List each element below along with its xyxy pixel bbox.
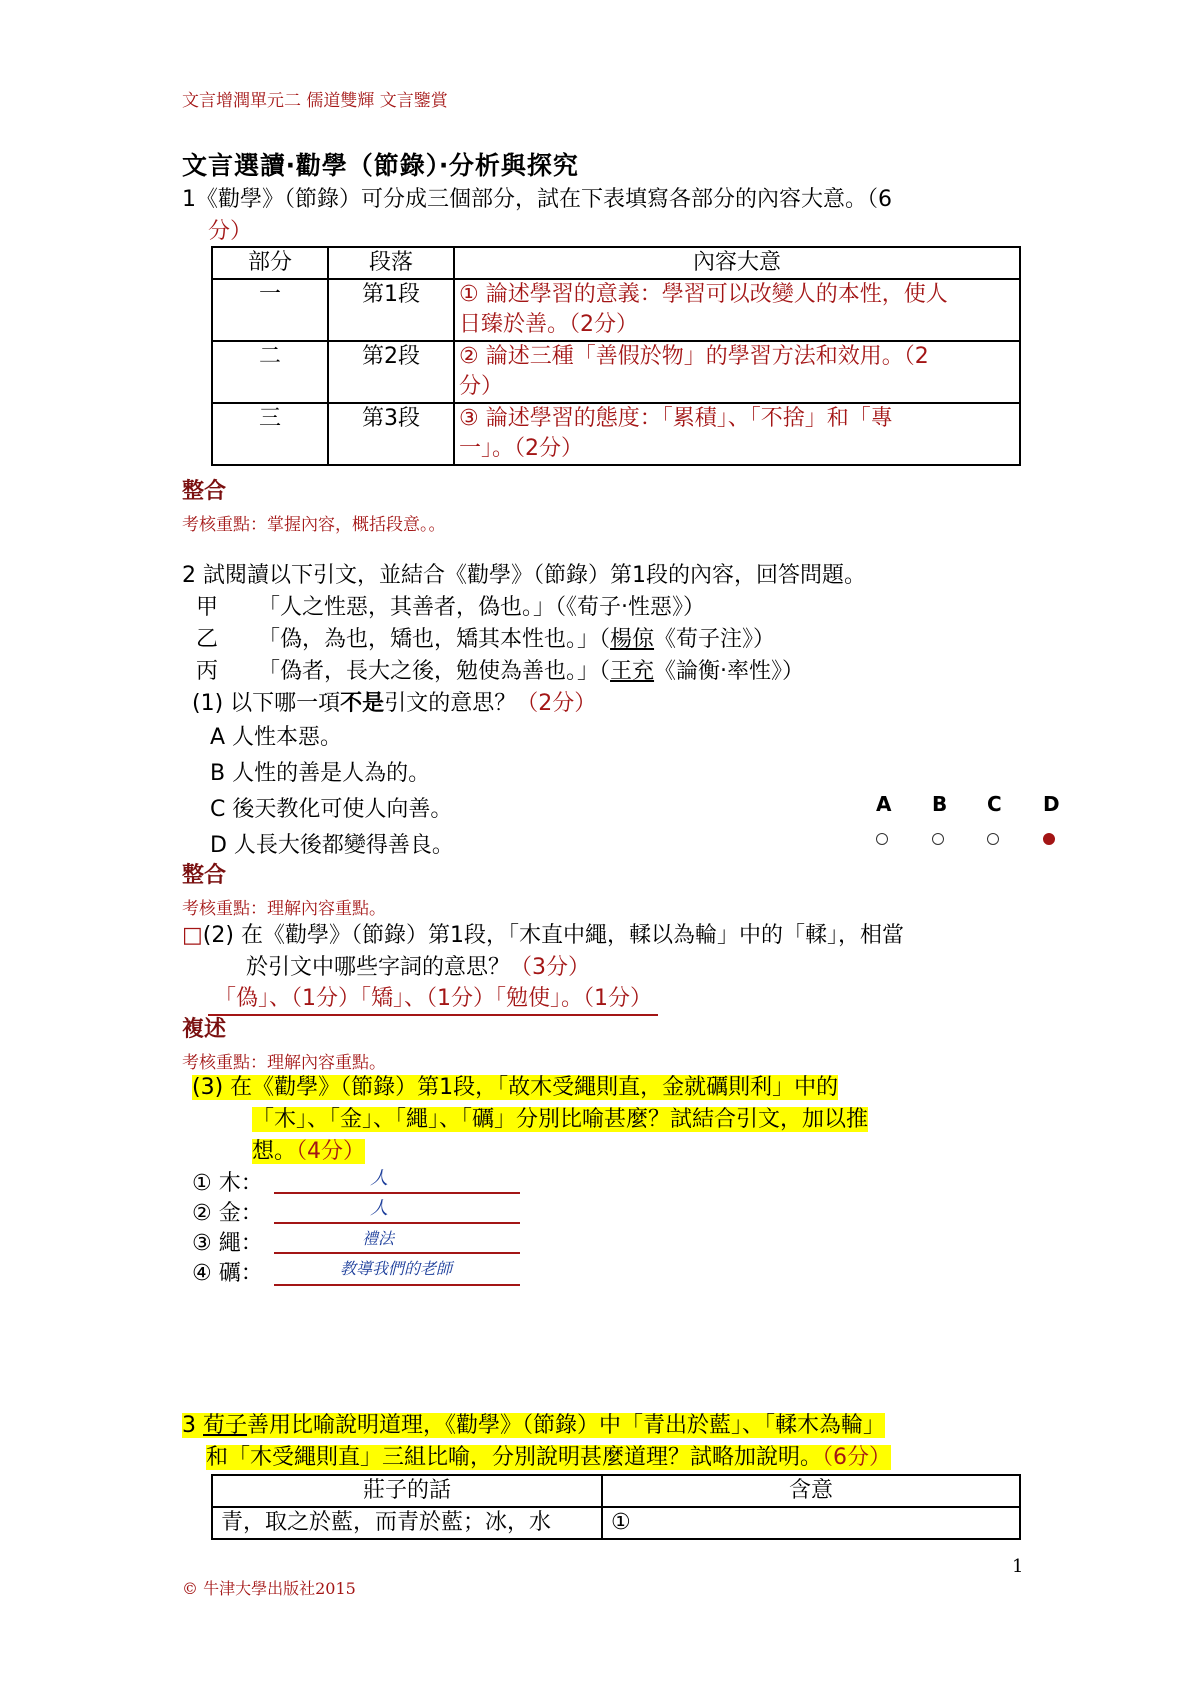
table-row: 青，取之於藍，而青於藍；冰，水 ① (212, 1507, 1020, 1539)
q2-option-b: B 人性的善是人為的。 (210, 761, 431, 786)
choice-radio-a[interactable] (876, 833, 888, 845)
table-row: 一 第1段 ① 論述學習的意義：學習可以改變人的本性，使人 日臻於善。（2分） (212, 279, 1020, 341)
q2-sub1-question: (1) 以下哪一項不是引文的意思？（2分） (192, 691, 597, 716)
q2-quote-jia: 甲 「人之性惡，其善者，偽也。」（《荀子‧性惡》） (196, 595, 706, 620)
q2-sub3-question-line1: (3) 在《勸學》（節錄）第1段，「故木受繩則直，金就礪則利」中的 (192, 1075, 839, 1100)
q2-sub1-focus: 考核重點：理解內容重點。 (182, 899, 386, 919)
q3-question-line2: 和「木受繩則直」三組比喻，分別說明甚麼道理？試略加說明。（6分） (206, 1445, 892, 1470)
checkbox-icon[interactable]: □ (182, 923, 203, 948)
choice-label-a: A (876, 792, 892, 816)
q2-option-c: C 後天教化可使人向善。 (210, 797, 453, 822)
q2-sub3-item-metal: ② 金： (192, 1201, 263, 1226)
handwritten-answer: 教導我們的老師 (340, 1259, 453, 1278)
q1-skill-tag: 整合 (182, 479, 227, 504)
q1-table (211, 246, 1021, 466)
answer-line[interactable] (274, 1250, 520, 1254)
q2-option-d: D 人長大後都變得善良。 (210, 833, 454, 858)
q2-sub2-question-line2: 於引文中哪些字詞的意思？（3分） (246, 955, 591, 980)
q1-question-line1: 1《勸學》（節錄）可分成三個部分，試在下表填寫各部分的內容大意。（6 (182, 187, 892, 212)
answer-line[interactable] (274, 1282, 520, 1286)
q2-option-a: A 人性本惡。 (210, 725, 343, 750)
handwritten-answer: 人 (370, 1198, 388, 1219)
page-title: 文言選讀‧勸學（節錄）‧分析與探究 (182, 151, 579, 180)
q3-table (211, 1474, 1021, 1540)
q2-sub2-skill-tag: 複述 (182, 1017, 227, 1042)
table-row: 三 第3段 ③ 論述學習的態度：「累積」、「不捨」和「專 一」。（2分） (212, 403, 1020, 465)
q1-question-line2: 分） (208, 219, 253, 244)
q1-focus: 考核重點：掌握內容，概括段意。。 (182, 515, 446, 535)
q2-sub3-question-line2: 「木」、「金」、「繩」、「礪」分別比喻甚麼？試結合引文，加以推 (252, 1107, 869, 1132)
choice-label-b: B (932, 792, 948, 816)
copyright-footer: © 牛津大學出版社2015 (182, 1579, 356, 1598)
q2-sub3-item-whetstone: ④ 礪： (192, 1261, 263, 1286)
q1-header-para: 段落 (328, 247, 454, 279)
choice-radio-c[interactable] (987, 833, 999, 845)
q2-sub3-question-line3: 想。（4分） (252, 1139, 366, 1164)
q2-sub2-answer: 「偽」、（1分）「矯」、（1分）「勉使」。（1分） (208, 984, 658, 1016)
q2-quote-yi: 乙 「偽，為也，矯也，矯其本性也。」（楊倞《荀子注》） (196, 627, 776, 652)
q2-sub2-focus: 考核重點：理解內容重點。 (182, 1053, 386, 1073)
table-row: 二 第2段 ② 論述三種「善假於物」的學習方法和效用。（2 分） (212, 341, 1020, 403)
choice-radio-b[interactable] (932, 833, 944, 845)
q2-sub3-item-wood: ① 木： (192, 1171, 263, 1196)
q1-header-part: 部分 (212, 247, 328, 279)
choice-radio-d-selected[interactable] (1043, 833, 1055, 845)
q3-header-quote: 莊子的話 (212, 1475, 602, 1507)
page-number: 1 (1012, 1556, 1024, 1577)
q2-sub2-question-line1: □(2) 在《勸學》（節錄）第1段，「木直中繩，輮以為輪」中的「輮」，相當 (182, 923, 904, 948)
q2-sub1-skill-tag: 整合 (182, 863, 227, 888)
answer-line[interactable] (274, 1220, 520, 1224)
q2-intro: 2 試閱讀以下引文，並結合《勸學》（節錄）第1段的內容，回答問題。 (182, 563, 866, 588)
q2-quote-bing: 丙 「偽者，長大之後，勉使為善也。」（王充《論衡‧率性》） (196, 659, 805, 684)
q3-header-meaning: 含意 (602, 1475, 1020, 1507)
choice-label-d: D (1043, 792, 1060, 816)
answer-line[interactable] (274, 1190, 520, 1194)
q2-sub3-item-rope: ③ 繩： (192, 1231, 263, 1256)
handwritten-answer: 禮法 (362, 1229, 395, 1248)
page-header: 文言增潤單元二 儒道雙輝 文言鑒賞 (182, 91, 448, 111)
handwritten-answer: 人 (370, 1168, 388, 1189)
q3-question-line1: 3 荀子善用比喻說明道理，《勸學》（節錄）中「青出於藍」、「輮木為輪」 (182, 1413, 886, 1438)
q1-header-summary: 內容大意 (454, 247, 1020, 279)
choice-label-c: C (987, 792, 1002, 816)
